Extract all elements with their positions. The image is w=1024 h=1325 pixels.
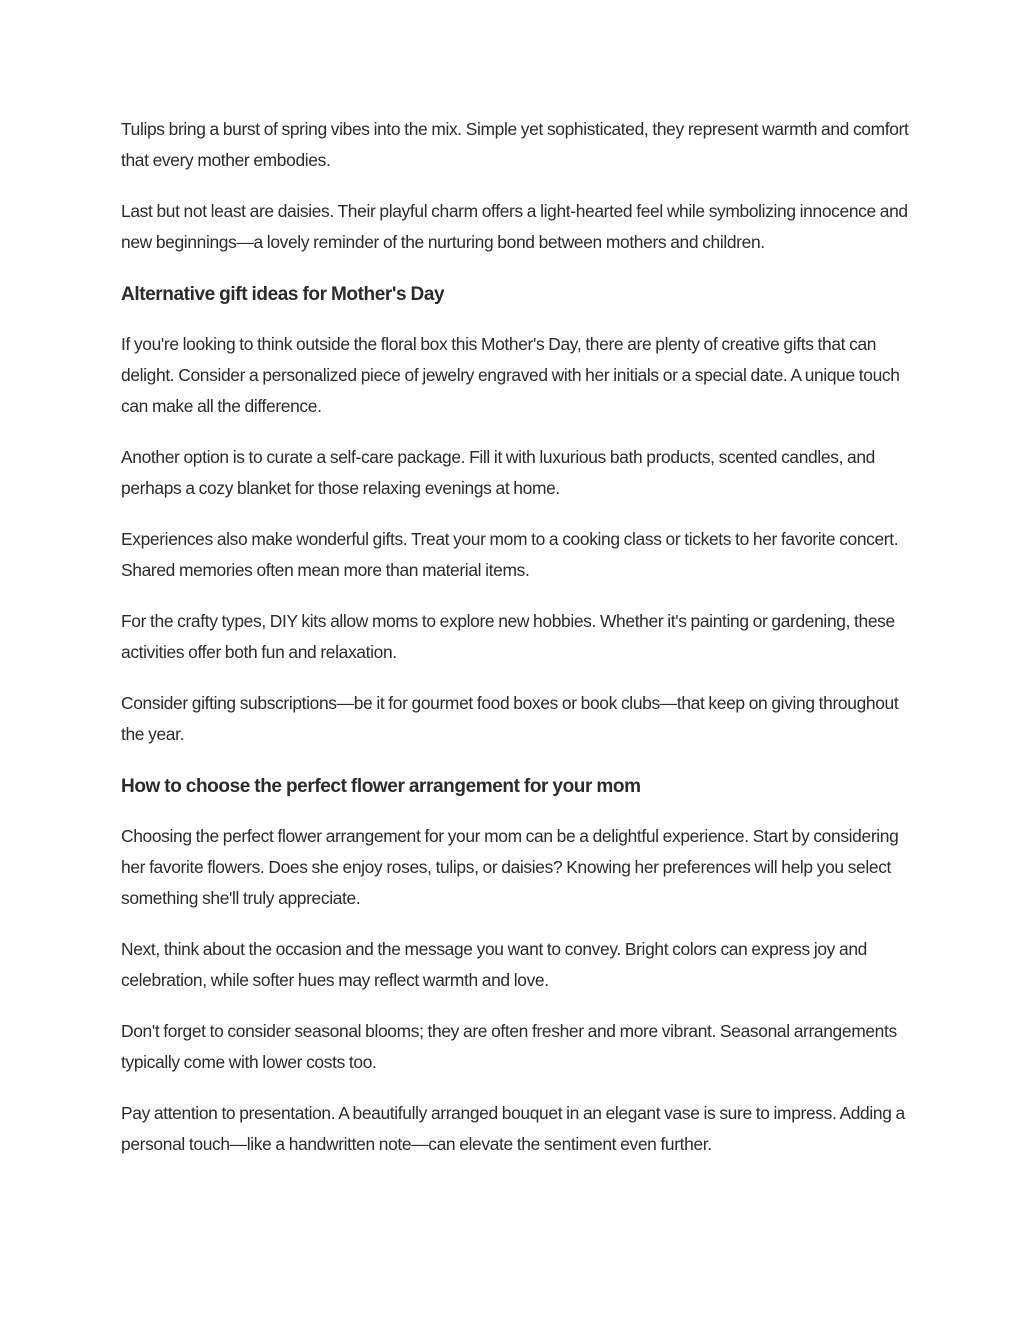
section-flower-arrangement [121, 770, 911, 1160]
heading-flower-arrangement: How to choose the perfect flower arrangement for your mom [121, 776, 641, 797]
paragraph-daisies: Last but not least are daisies. Their playful charm offers a light-hearted feel while symbolizing innocence and new beginnings—a lovely reminder of the nurturing bond between mothers and children. [121, 201, 908, 252]
paragraph-presentation: Pay attention to presentation. A beautifully arranged bouquet in an elegant vase is sure to impress. Adding a personal touch—like a handwritten note—can elevate the sentiment even further. [121, 1103, 905, 1154]
paragraph-diy-kits: For the crafty types, DIY kits allow moms to explore new hobbies. Whether it's painting or gardening, these activities offer both fun and relaxation. [121, 611, 895, 662]
paragraph-tulips: Tulips bring a burst of spring vibes into the mix. Simple yet sophisticated, they represent warmth and comfort that every mother embodies. [121, 119, 909, 170]
paragraph-jewelry: If you're looking to think outside the floral box this Mother's Day, there are plenty of creative gifts that can delight. Consider a personalized piece of jewelry engraved with her initials or a special date. A unique touch can make all the difference. [121, 334, 900, 416]
paragraph-subscriptions: Consider gifting subscriptions—be it for gourmet food boxes or book clubs—that keep on giving throughout the year. [121, 693, 899, 744]
document-page [121, 114, 911, 1180]
paragraph-favorite-flowers: Choosing the perfect flower arrangement for your mom can be a delightful experience. Start by considering her favorite flowers. Does she enjoy roses, tulips, or daisies? Knowing her preferences will help you select something she'll truly appreciate. [121, 826, 899, 908]
paragraph-occasion: Next, think about the occasion and the message you want to convey. Bright colors can express joy and celebration, while softer hues may reflect warmth and love. [121, 939, 867, 990]
paragraph-self-care: Another option is to curate a self-care package. Fill it with luxurious bath products, scented candles, and perhaps a cozy blanket for those relaxing evenings at home. [121, 447, 875, 498]
paragraph-experiences: Experiences also make wonderful gifts. Treat your mom to a cooking class or tickets to her favorite concert. Shared memories often mean more than material items. [121, 529, 899, 580]
section-intro [121, 114, 911, 258]
paragraph-seasonal: Don't forget to consider seasonal blooms; they are often fresher and more vibrant. Seasonal arrangements typically come with lower costs too. [121, 1021, 897, 1072]
heading-alternative-gifts: Alternative gift ideas for Mother's Day [121, 284, 445, 305]
section-alternative-gifts [121, 278, 911, 750]
